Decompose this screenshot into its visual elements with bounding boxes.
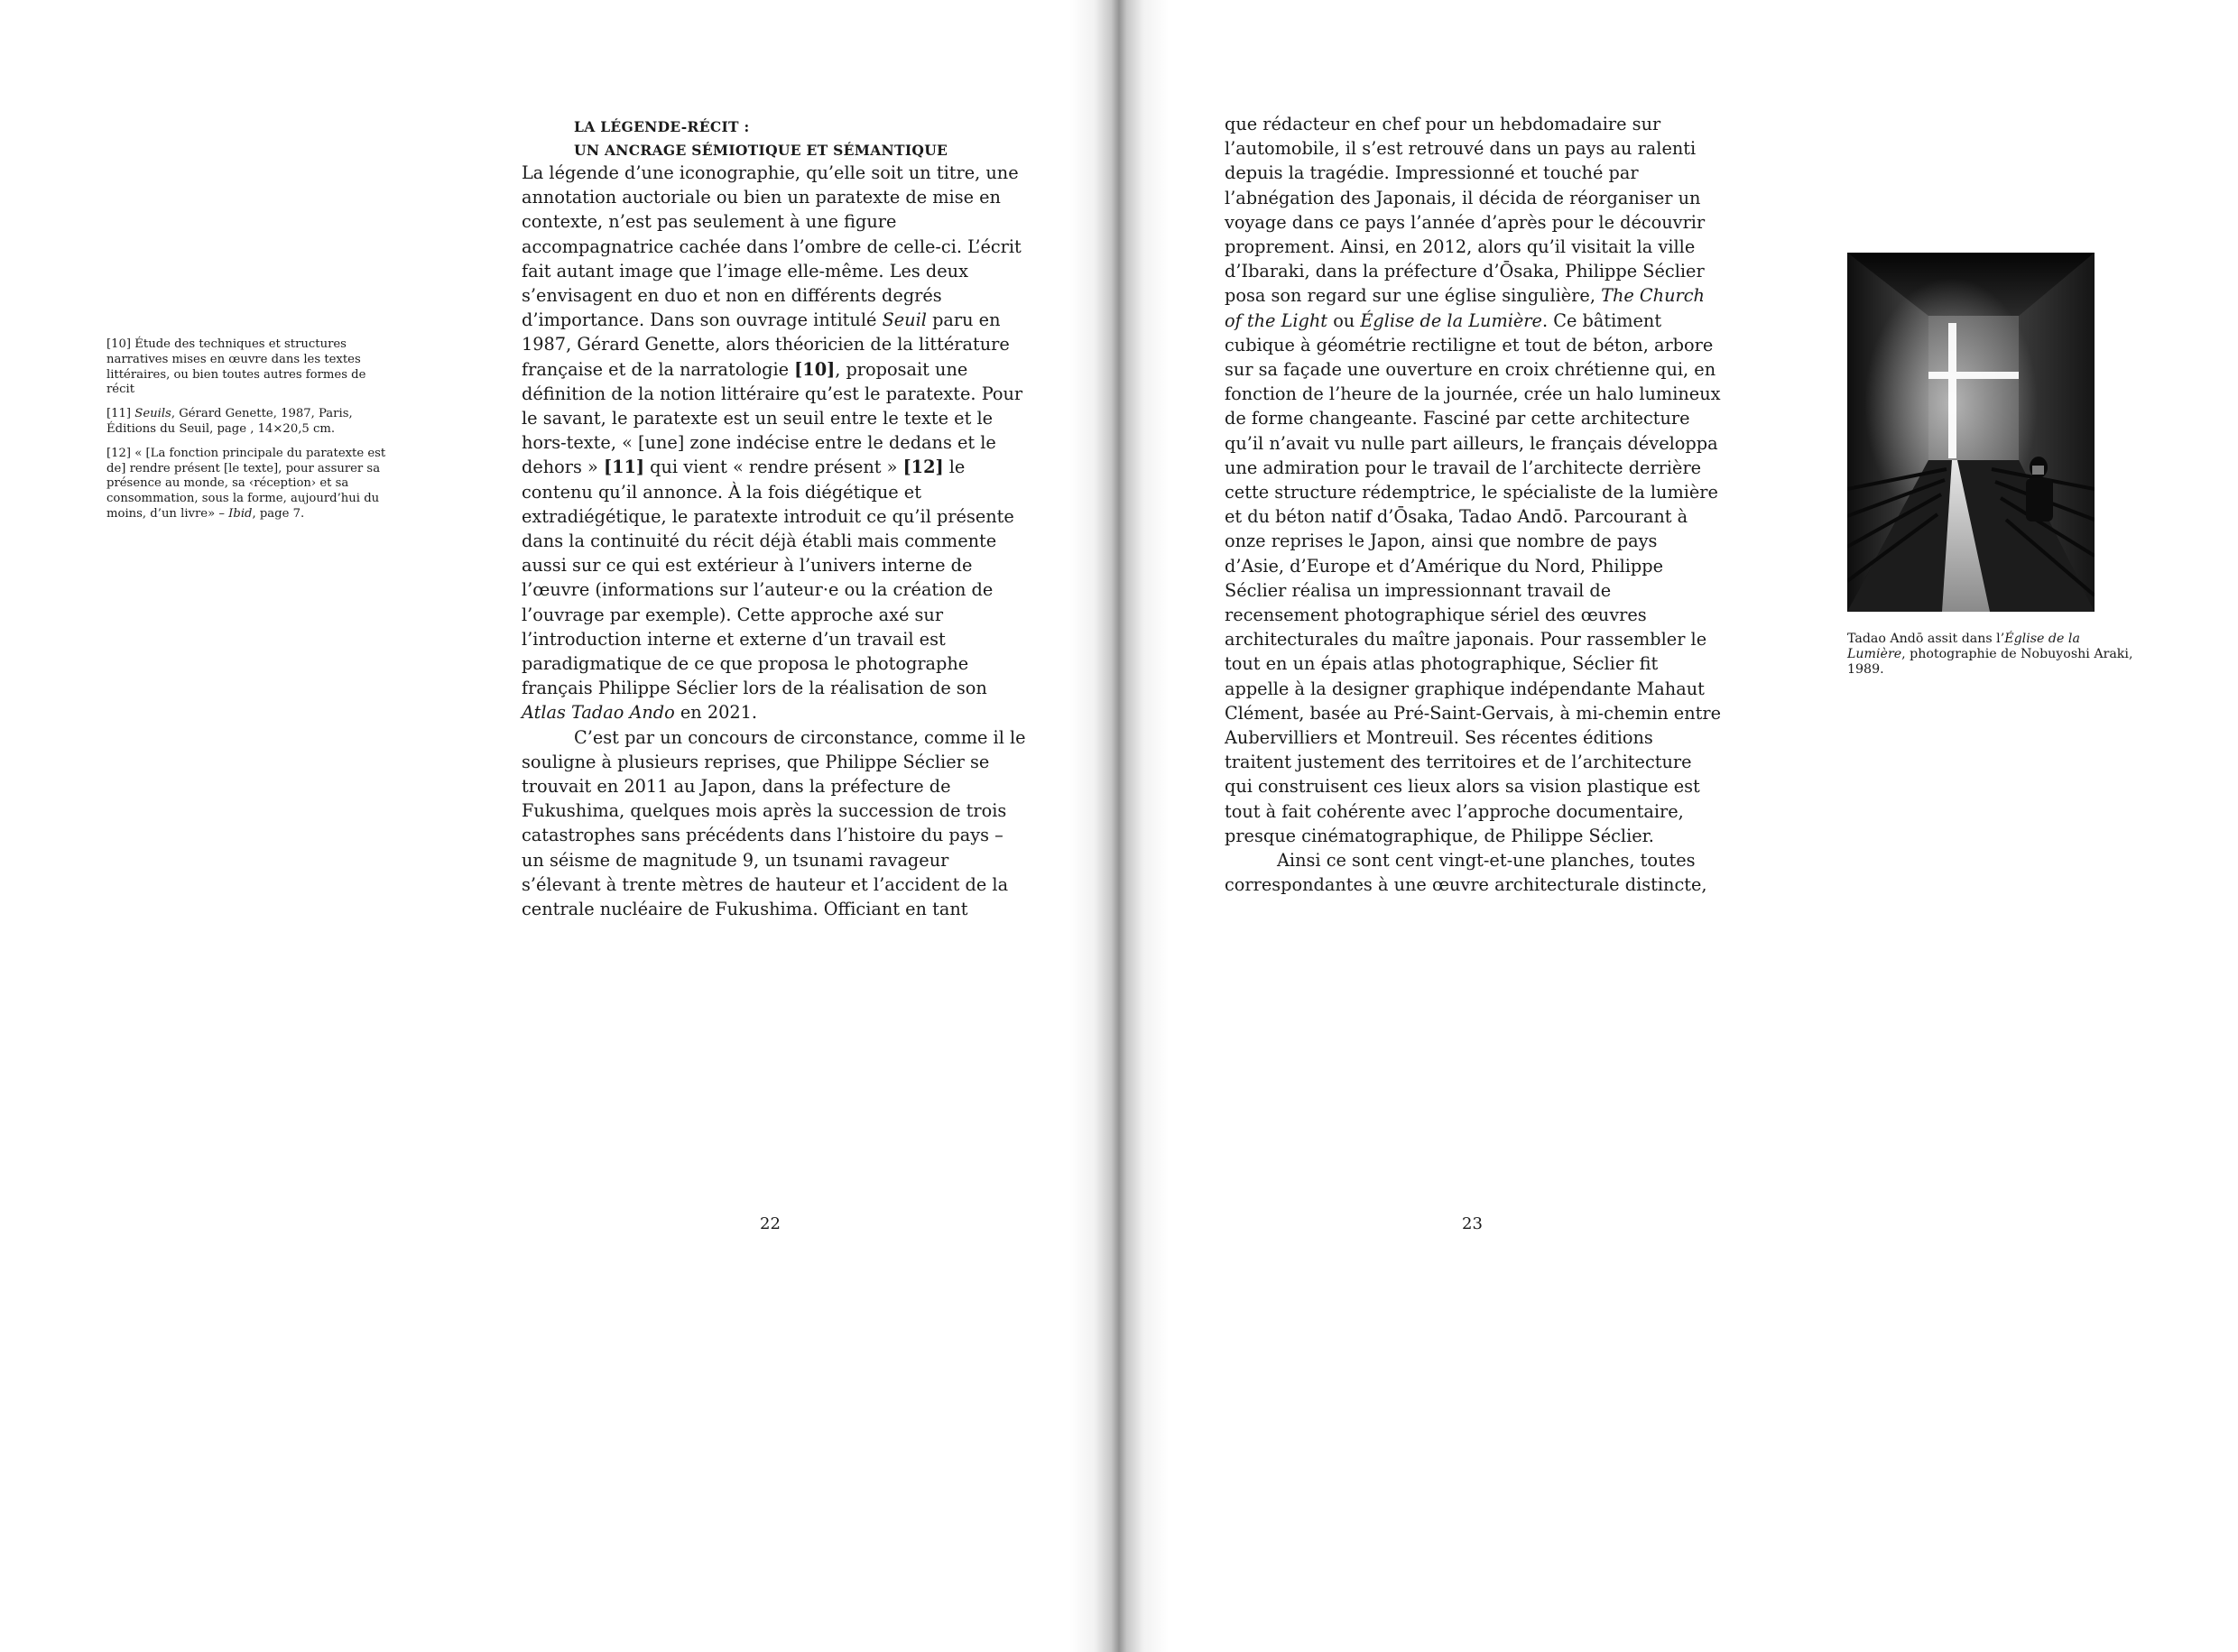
page-number: 22: [760, 1214, 781, 1233]
text-run: paru en 1987, Gérard Genette, alors théoricien de la littérature française et de la narratologie: [522, 309, 1010, 380]
text-run: en 2021.: [674, 702, 758, 724]
section-heading: [574, 115, 948, 162]
caption-text: , photographie de Nobuyoshi Araki, 1989.: [1847, 647, 2133, 677]
section-heading-line-2: UN ANCRAGE SÉMIOTIQUE ET SÉMANTIQUE: [574, 142, 948, 159]
italic-title: Église de la Lumière: [1360, 309, 1542, 331]
footnote-marker: [10]: [106, 337, 132, 351]
text-run: , proposait une définition de la notion littéraire qu’est le paratexte. Pour le savant, le paratexte est un seuil entre le texte et le hors-texte, « [une] zone indécise entre le dedans et le dehors »: [522, 358, 1023, 478]
text-run: que rédacteur en chef pour un hebdomadaire sur l’automobile, il s’est retrouvé dans un pays au ralenti depuis la tragédie. Impressionné et touché par l’abnégation des Japonais, il décida de réorganiser un voyage dans ce pays l’année d’après pour le découvrir proprement. Ainsi, en 2012, alors qu’il visitait la ville d’Ibaraki, dans la préfecture d’Ōsaka, Philippe Séclier posa son regard sur une église singulière,: [1225, 114, 1706, 307]
text-run: qui vient « rendre présent »: [644, 457, 903, 478]
italic-title: The Church of the Light: [1225, 285, 1705, 331]
footnote-10: [106, 337, 386, 398]
text-run: . Ce bâtiment cubique à géométrie rectiligne et tout de béton, arbore sur sa façade une ouverture en croix chrétienne qui, en fonction de l’heure de la journée, crée un halo lumineux de forme changeante. Fasciné par cette architecture qu’il n’avait vu nulle part ailleurs, le français développa une admiration pour le travail de l’architecte derrière cette structure rédemptrice, le spécialiste de la lumière et du béton natif d’Ōsaka, Tadao Andō. Parcourant à onze reprises le Japon, ainsi que nombre de pays d’Asie, d’Europe et d’Amérique du Nord, Philippe Séclier réalisa un impressionnant travail de recensement photographique sériel des œuvres architecturales du maître japonais. Pour rassembler le tout en un épais atlas photographique, Séclier fit appelle à la designer graphique indépendante Mahaut Clément, basée au Pré-Saint-Gervais, à mi-chemin entre Aubervilliers et Montreuil. Ses récentes éditions traitent justement des territoires et de l’architecture qui construisent ces lieux alors sa vision plastique est tout à fait cohérente avec l’approche documentaire, presque cinématographique, de Philippe Séclier.: [1225, 309, 1721, 846]
italic-title: Seuil: [882, 309, 927, 331]
footnotes: [106, 337, 386, 531]
footnote-text: , Gérard Genette, 1987, Paris, Éditions du Seuil, page , 14×20,5 cm.: [106, 407, 353, 436]
footnote-ref: [12]: [902, 457, 944, 478]
footnote-tail: , page 7.: [252, 506, 305, 521]
text-run: ou: [1327, 309, 1361, 331]
footnote-text: « [La fonction principale du paratexte est de] rendre présent [le texte], pour assurer sa présence au monde, sa ‹réception› et sa consommation, sous la forme, aujourd’hui du moins, d’un livre» –: [106, 446, 386, 521]
caption-text: Tadao Andō assit dans l’: [1847, 632, 2005, 646]
footnote-text: Étude des techniques et structures narratives mises en œuvre dans les textes littéraires, ou bien toutes autres formes de récit: [106, 337, 366, 397]
caption-italic: Église de la Lumière: [1847, 632, 2080, 661]
footnote-11: [106, 407, 386, 438]
section-heading-line-1: LA LÉGENDE-RÉCIT :: [574, 118, 750, 135]
footnote-ref: [11]: [603, 457, 645, 478]
church-of-light-photo: [1847, 253, 2095, 612]
footnote-ref: [10]: [794, 358, 836, 380]
footnote-marker: [11]: [106, 407, 132, 421]
right-body-column: [1225, 112, 1721, 898]
paragraph: Ainsi ce sont cent vingt-et-une planches, toutes correspondantes à une œuvre architecturale distincte,: [1225, 850, 1707, 896]
paragraph: [522, 161, 1027, 725]
left-body-column: [522, 161, 1027, 921]
photo-caption: [1847, 632, 2136, 678]
footnote-12: [106, 447, 386, 522]
paragraph: C’est par un concours de circonstance, comme il le souligne à plusieurs reprises, que Philippe Séclier se trouvait en 2011 au Japon, dans la préfecture de Fukushima, quelques mois après la succession de trois catastrophes sans précédents dans l’histoire du pays – un séisme de magnitude 9, un tsunami ravageur s’élevant à trente mètres de hauteur et l’accident de la centrale nucléaire de Fukushima. Officiant en tant: [522, 726, 1026, 920]
footnote-marker: [12]: [106, 446, 132, 460]
paragraph: [1225, 112, 1721, 848]
italic-title: Atlas Tadao Ando: [522, 702, 675, 724]
text-run: La légende d’une iconographie, qu’elle soit un titre, une annotation auctoriale ou bien un paratexte de mise en contexte, n’est pas seulement à une figure accompagnatrice cachée dans l’ombre de celle-ci. L’écrit fait autant image que l’image elle-même. Les deux s’envisagent en duo et non en différents degrés d’importance. Dans son ouvrage intitulé: [522, 162, 1022, 331]
page-number: 23: [1462, 1214, 1483, 1233]
footnote-title: Seuils: [134, 407, 171, 421]
photo-graphic: [1847, 253, 2095, 612]
footnote-ibid: Ibid: [228, 506, 253, 521]
text-run: le contenu qu’il annonce. À la fois diégétique et extradiégétique, le paratexte introduit ce qu’il présente dans la continuité du récit déjà établi mais commente aussi sur ce qui est extérieur à l’univers interne de l’œuvre (informations sur l’auteur·e ou la création de l’ouvrage par exemple). Cette approche axé sur l’introduction interne et externe d’un travail est paradigmatique de ce que proposa le photographe français Philippe Séclier lors de la réalisation de son: [522, 457, 1014, 699]
